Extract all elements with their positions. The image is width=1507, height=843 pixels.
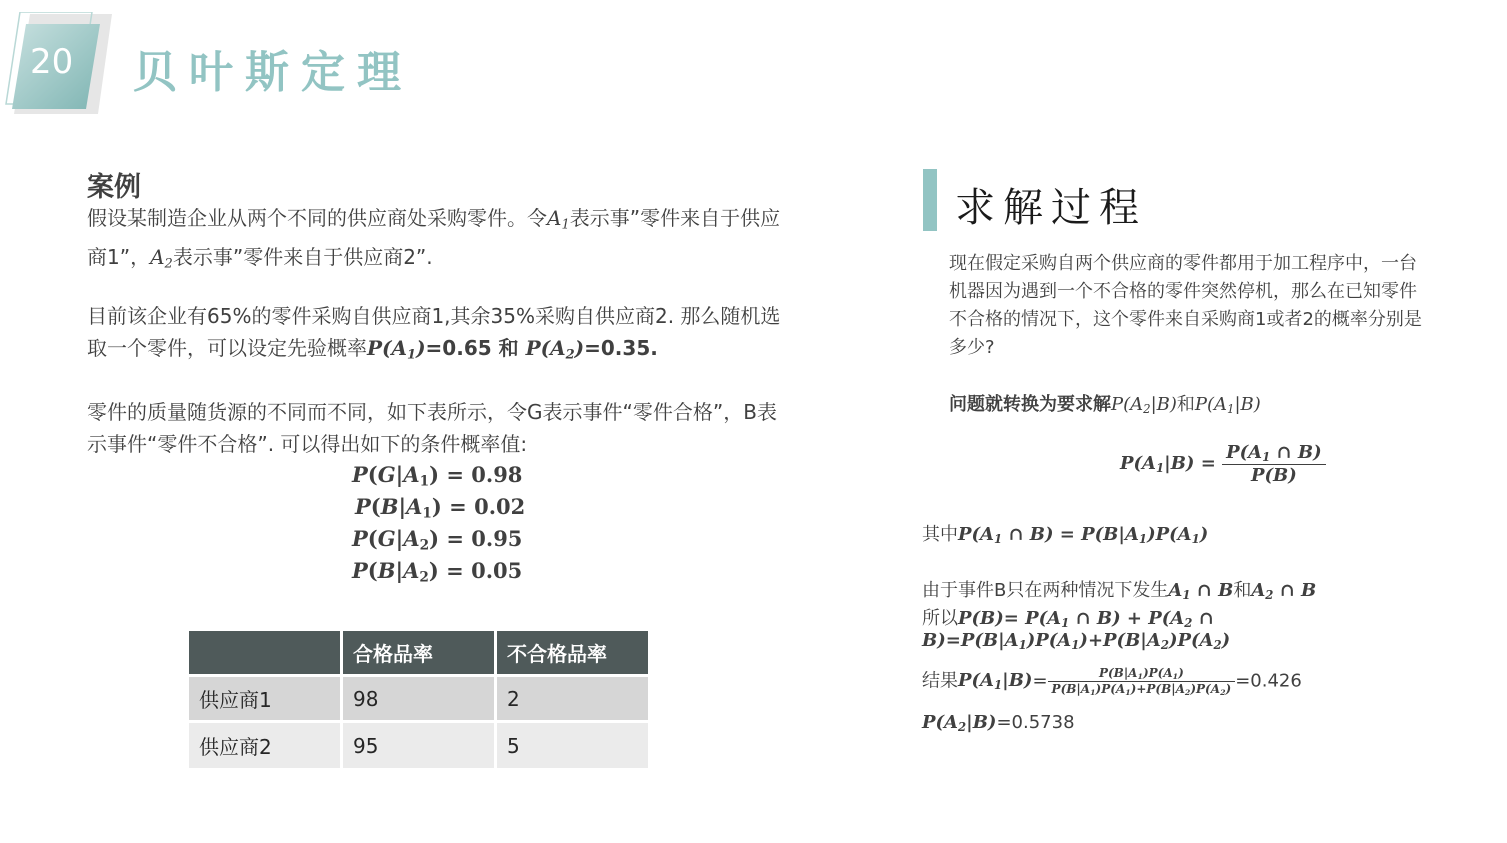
result2-value: =0.5738 [996,712,1075,733]
math-a1: $A_1$ [547,206,570,233]
problem-statement: 现在假定采购自两个供应商的零件都用于加工程序中，一台机器因为遇到一个不合格的零件突然停机，那么在已知零件不合格的情况下，这个零件来自采购商1或者2的概率分别是多少? [949,253,1422,358]
math-p-a2-given-b-result: $P(A_2|B)$ [922,712,997,734]
result1-value: =0.426 [1235,670,1302,692]
eq2-value: 0.02 [474,494,526,519]
math-total-probability: $P(B)= P(A_1$ ∩ $B) + P(A_2$ ∩ $B)=P(B|A_1)P(A_1)+P(B|A_2)P(A_2)$ [922,608,1231,652]
math-a2: $A_2$ [150,245,173,272]
math-p-a1: $P(A_1)$ [367,336,426,363]
slide-title: 贝叶斯定理 [133,47,413,98]
table-cell: 5 [497,723,648,768]
math-p-a1-given-b: $P(A_1|B)$ [1194,394,1261,416]
equation-g-given-a2: $P(G|A_2) = 0.95$ [352,526,523,554]
event-and: 和 [1233,580,1252,601]
supplier-quality-table [186,631,651,768]
case-paragraph-2 [87,300,787,371]
question-and: 和 [1176,394,1195,415]
bayes-formula: $P(A_1|B)$ = $\frac{P(A_1 \cap B)}{P(B)}$ [1120,442,1326,486]
question-line [949,390,1261,416]
result-a2-line [922,712,1075,734]
math-a1-and-b: $A_1$ ∩ B [1168,580,1234,602]
joint-prefix: 其中 [922,524,958,545]
result-prefix: 结果 [922,670,958,692]
table-header-cell: 不合格品率 [497,631,648,677]
table-cell: 95 [343,723,494,768]
joint-probability-line [922,520,1208,546]
bayes-fraction: $\frac{P(A_1 \cap B)}{P(B)}$ [1222,442,1326,486]
math-a2-and-b: $A_2$ ∩ B [1251,580,1317,602]
para2-text-c: =0.35. [584,336,658,360]
event-line [922,576,1316,602]
section-title: 求解过程 [955,185,1147,231]
para1-text-a: 假设某制造企业从两个不同的供应商处采购零件。令 [87,206,547,230]
para1-text-b: 表示事”零件来自于供应商1”， [87,206,781,270]
event-prefix: 由于事件B只在两种情况下发生 [922,580,1169,601]
case-paragraph-1 [87,202,787,281]
eq1-value: 0.98 [471,462,523,487]
equation-b-given-a2: $P(B|A_2) = 0.05$ [352,558,523,586]
table-cell: 98 [343,677,494,723]
section-accent-bar [923,169,937,231]
math-joint: $P(A_1$ ∩ $B) = P(B|A_1)P(A_1)$ [958,524,1209,546]
eq4-value: 0.05 [471,558,523,583]
slide-number-badge [0,12,112,120]
case-heading: 案例 [87,172,141,203]
total-probability-line [922,604,1507,652]
para2-text-b: =0.65 和 [425,336,526,360]
eq3-value: 0.95 [471,526,523,551]
para1-text-c: 表示事”零件来自于供应商2”. [172,245,433,270]
para2-text-a: 目前该企业有65%的零件采购自供应商1,其余35%采购自供应商2. 那么随机选取一个零件，可以设定先验概率 [87,304,781,360]
equation-b-given-a1: $P(B|A_1) = 0.02$ [355,494,526,522]
equation-g-given-a1: $P(G|A_1) = 0.98$ [352,462,523,490]
math-p-a2-given-b: $P(A_2|B)$ [1111,394,1177,416]
table-header-cell [189,631,340,677]
math-p-a1-given-b-result: $P(A_1|B)$ [958,670,1033,693]
question-prefix: 问题就转换为要求解 [949,394,1111,415]
result-a1-line: 结果$P(A_1|B)=$ $\frac{P(B|A_1)P(A_1)}{P(B|A_1)P(A_1)+P(B|A_2)P(A_2)}$ =0.426 [922,666,1302,697]
table-header-cell: 合格品率 [343,631,494,677]
table-row [189,677,648,723]
table-cell: 供应商1 [189,677,340,723]
table-cell: 供应商2 [189,723,340,768]
math-p-a2: $P(A_2)$ [525,336,585,363]
pb-prefix: 所以 [922,608,958,629]
slide-number: 20 [30,42,74,82]
case-paragraph-3: 零件的质量随货源的不同而不同，如下表所示，令G表示事件“零件合格”，B表示事件“零件不合格”. 可以得出如下的条件概率值: [87,400,777,456]
table-row [189,723,648,768]
result-fraction: $\frac{P(B|A_1)P(A_1)}{P(B|A_1)P(A_1)+P(B|A_2)P(A_2)}$ [1048,666,1236,697]
table-header-row [189,631,648,677]
table-cell: 2 [497,677,648,723]
